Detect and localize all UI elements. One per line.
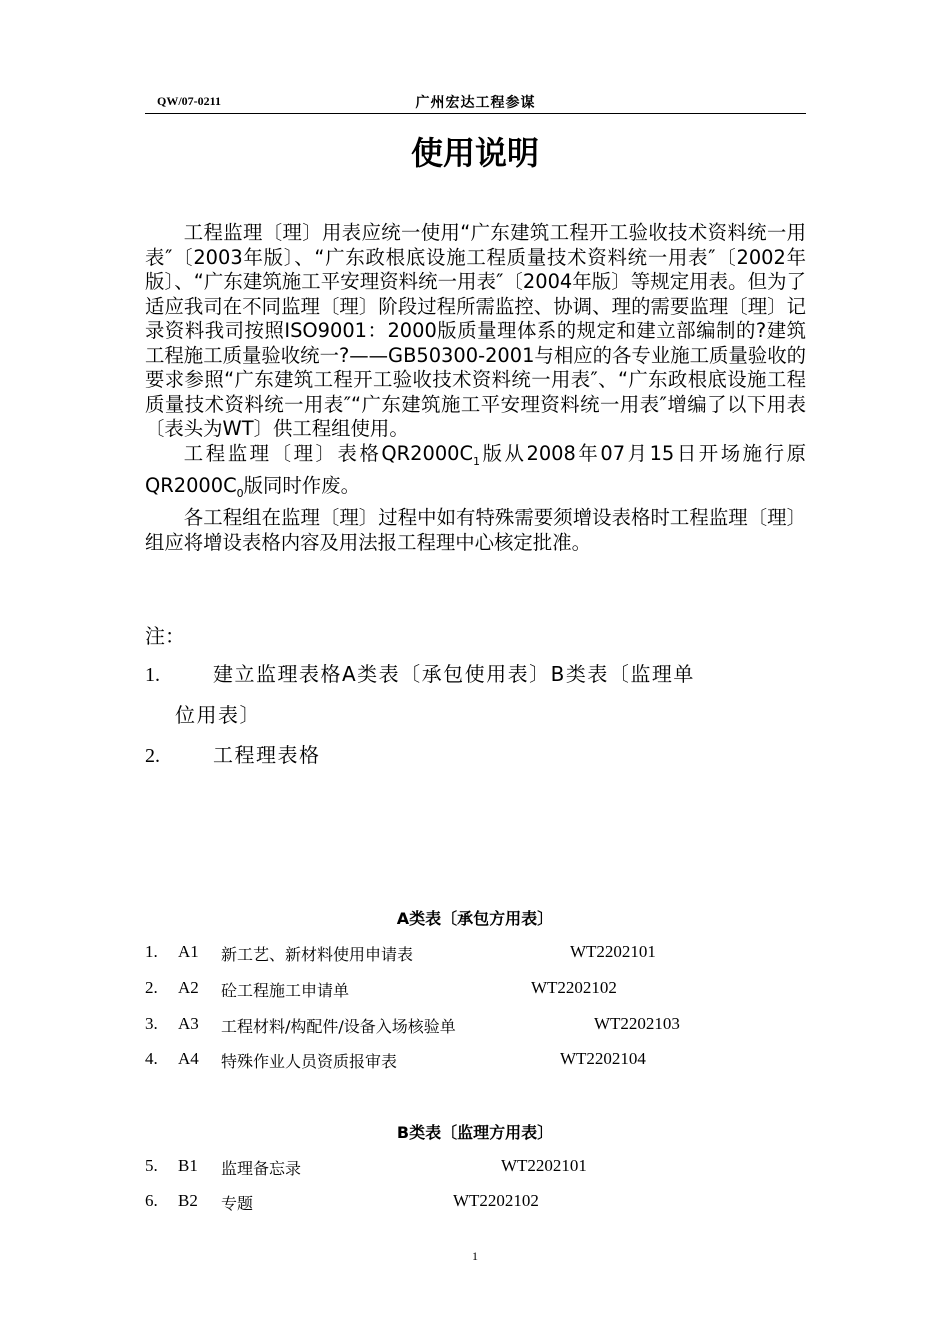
paragraph-3: 各工程组在监理〔理〕过程中如有特殊需要须增设表格时工程监理〔理〕组应将增设表格内容及用法报工程理中心核定批准。 bbox=[145, 506, 806, 554]
note-item-number: 1. bbox=[145, 664, 160, 686]
section-a-title: A类表〔承包方用表〕 bbox=[396, 909, 554, 928]
row-code: A4 bbox=[178, 1049, 199, 1068]
row-code: A2 bbox=[178, 978, 199, 997]
row-number: 5. bbox=[145, 1156, 158, 1175]
row-number: 3. bbox=[145, 1014, 158, 1033]
page-header bbox=[145, 91, 806, 114]
row-name: 特殊作业人员资质报审表 bbox=[221, 1052, 398, 1071]
note-label: 注： bbox=[145, 624, 185, 648]
row-code: A1 bbox=[178, 942, 199, 961]
note-item-text: 工程理表格 bbox=[213, 743, 321, 767]
row-wt-number: WT2202101 bbox=[570, 942, 656, 961]
p2-part-a: 工程监理〔理〕表格QR2000C bbox=[183, 441, 474, 465]
row-code: A3 bbox=[178, 1014, 199, 1033]
row-wt-number: WT2202103 bbox=[594, 1014, 680, 1033]
paragraph-2 bbox=[145, 442, 806, 507]
note-item-number: 2. bbox=[145, 745, 160, 767]
p2-subscript-0: 0 bbox=[236, 486, 244, 500]
row-wt-number: WT2202101 bbox=[501, 1156, 587, 1175]
row-number: 4. bbox=[145, 1049, 158, 1068]
p2-subscript-1: 1 bbox=[473, 454, 481, 468]
section-b-title: B类表〔监理方用表〕 bbox=[396, 1123, 554, 1142]
row-name: 监理备忘录 bbox=[221, 1159, 302, 1178]
row-name: 专题 bbox=[221, 1194, 254, 1213]
note-item-2 bbox=[145, 735, 806, 776]
page-number: 1 bbox=[472, 1249, 478, 1263]
row-code: B2 bbox=[178, 1191, 198, 1210]
row-number: 1. bbox=[145, 942, 158, 961]
body-text bbox=[145, 221, 806, 555]
p2-part-b: 版从2008年07月15日开场施行原QR2000C bbox=[145, 441, 806, 497]
doc-code: QW/07-0211 bbox=[157, 94, 222, 108]
note-item-continuation: 位用表〕 bbox=[175, 703, 261, 727]
note-item-text: 建立监理表格A类表〔承包使用表〕B类表〔监理单 bbox=[213, 662, 695, 686]
row-name: 新工艺、新材料使用申请表 bbox=[221, 945, 414, 964]
page-title: 使用说明 bbox=[410, 134, 539, 172]
row-name: 工程材料/构配件/设备入场核验单 bbox=[221, 1017, 456, 1036]
row-wt-number: WT2202104 bbox=[560, 1049, 646, 1068]
row-number: 6. bbox=[145, 1191, 158, 1210]
paragraph-1: 工程监理〔理〕用表应统一使用“广东建筑工程开工验收技术资料统一用表″〔2003年版〕、“广东政根底设施工程质量技术资料统一用表″〔2002年版〕、“广东建筑施工平安理资料统一用表″〔2004年版〕等规定用表。但为了适应我司在不同监理〔理〕阶段过程所需监控、协调、理的需要监理〔理〕记录资料我司按照ISO9001：2000版质量理体系的规定和建立部编制的?建筑工程施工质量验收统一?——GB50300-2001与相应的各专业施工质量验收的要求参照“广东建筑工程开工验收技术资料统一用表″、“广东政根底设施工程质量技术资料统一用表″“广东建筑施工平安理资料统一用表″增编了以下用表〔表头为WT〕供工程组使用。 bbox=[145, 221, 806, 440]
row-code: B1 bbox=[178, 1156, 198, 1175]
note-list bbox=[145, 654, 806, 776]
p2-part-c: 版同时作废。 bbox=[243, 473, 360, 497]
row-name: 砼工程施工申请单 bbox=[221, 981, 350, 1000]
row-wt-number: WT2202102 bbox=[531, 978, 617, 997]
row-wt-number: WT2202102 bbox=[453, 1191, 539, 1210]
note-item-1 bbox=[145, 654, 806, 695]
row-number: 2. bbox=[145, 978, 158, 997]
company-name: 广州宏达工程参谋 bbox=[415, 95, 536, 111]
